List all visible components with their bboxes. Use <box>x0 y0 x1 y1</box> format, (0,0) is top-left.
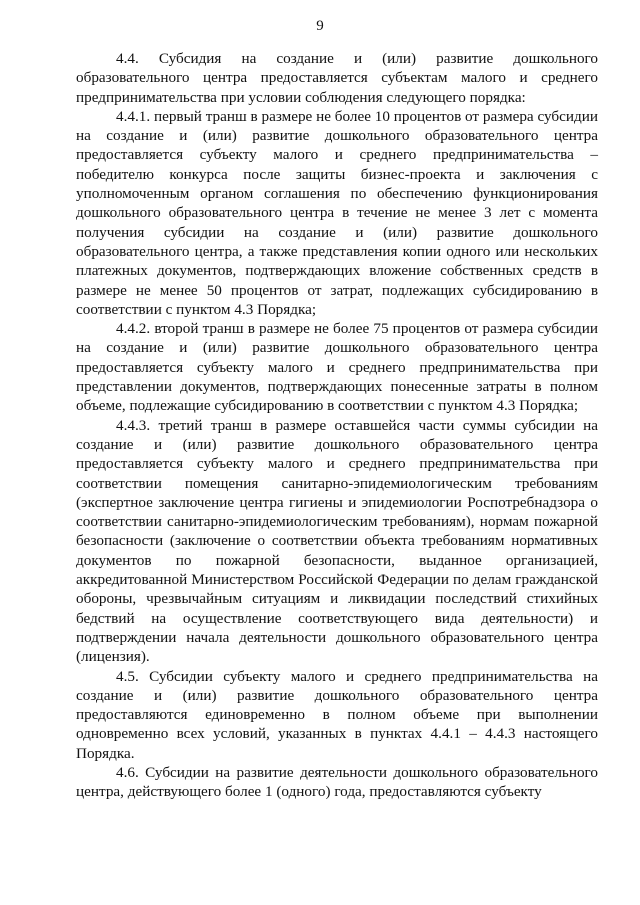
paragraph-4-5: 4.5. Субсидии субъекту малого и среднего предпринимательства на создание и (или) развитие дошкольного образовательного центра предоставляются единовременно в полном объеме при выполнении одновременно всех условий, указанных в пунктах 4.4.1 – 4.4.3 настоящего Порядка. <box>76 667 598 762</box>
page-number: 9 <box>316 18 324 34</box>
paragraph-4-4-1: 4.4.1. первый транш в размере не более 10 процентов от размера субсидии на создание и (или) развитие дошкольного образовательного центра предоставляется субъекту малого и среднего предпринимательства – победителю конкурса после защиты бизнес-проекта и заключения с уполномоченным органом соглашения по обеспечению функционирования дошкольного образовательного центра в течение не менее 3 лет с момента получения субсидии на создание и (или) развитие дошкольного образовательного центра, а также представления копии одного или нескольких платежных документов, подтверждающих вложение собственных средств в размере не менее 50 процентов от затрат, подлежащих субсидированию в соответствии с пунктом 4.3 Порядка; <box>76 107 598 318</box>
document-body <box>76 49 598 802</box>
paragraph-4-6: 4.6. Субсидии на развитие деятельности дошкольного образовательного центра, действующего более 1 (одного) года, предоставляются субъекту <box>76 763 598 801</box>
paragraph-4-4-2: 4.4.2. второй транш в размере не более 75 процентов от размера субсидии на создание и (или) развитие дошкольного образовательного центра предоставляется субъекту малого и среднего предпринимательства при представлении документов, подтверждающих понесенные затраты в полном объеме, подлежащие субсидированию в соответствии с пунктом 4.3 Порядка; <box>76 320 598 415</box>
paragraph-4-4: 4.4. Субсидия на создание и (или) развитие дошкольного образовательного центра предоставляется субъектам малого и среднего предпринимательства при условии соблюдения следующего порядка: <box>76 50 598 106</box>
paragraph-4-4-3: 4.4.3. третий транш в размере оставшейся части суммы субсидии на создание и (или) развитие дошкольного образовательного центра предоставляется субъекту малого и среднего предпринимательства при соответствии помещения санитарно-эпидемиологическим требованиям (экспертное заключение центра гигиены и эпидемиологии Роспотребнадзора о соответствии санитарно-эпидемиологическим требованиям), нормам пожарной безопасности (заключение о соответствии объекта требованиям нормативных документов по пожарной безопасности, выданное организацией, аккредитованной Министерством Российской Федерации по делам гражданской обороны, чрезвычайным ситуациям и ликвидации последствий стихийных бедствий на осуществление соответствующего вида деятельности) и подтверждении начала деятельности дошкольного образовательного центра (лицензия). <box>76 416 598 666</box>
